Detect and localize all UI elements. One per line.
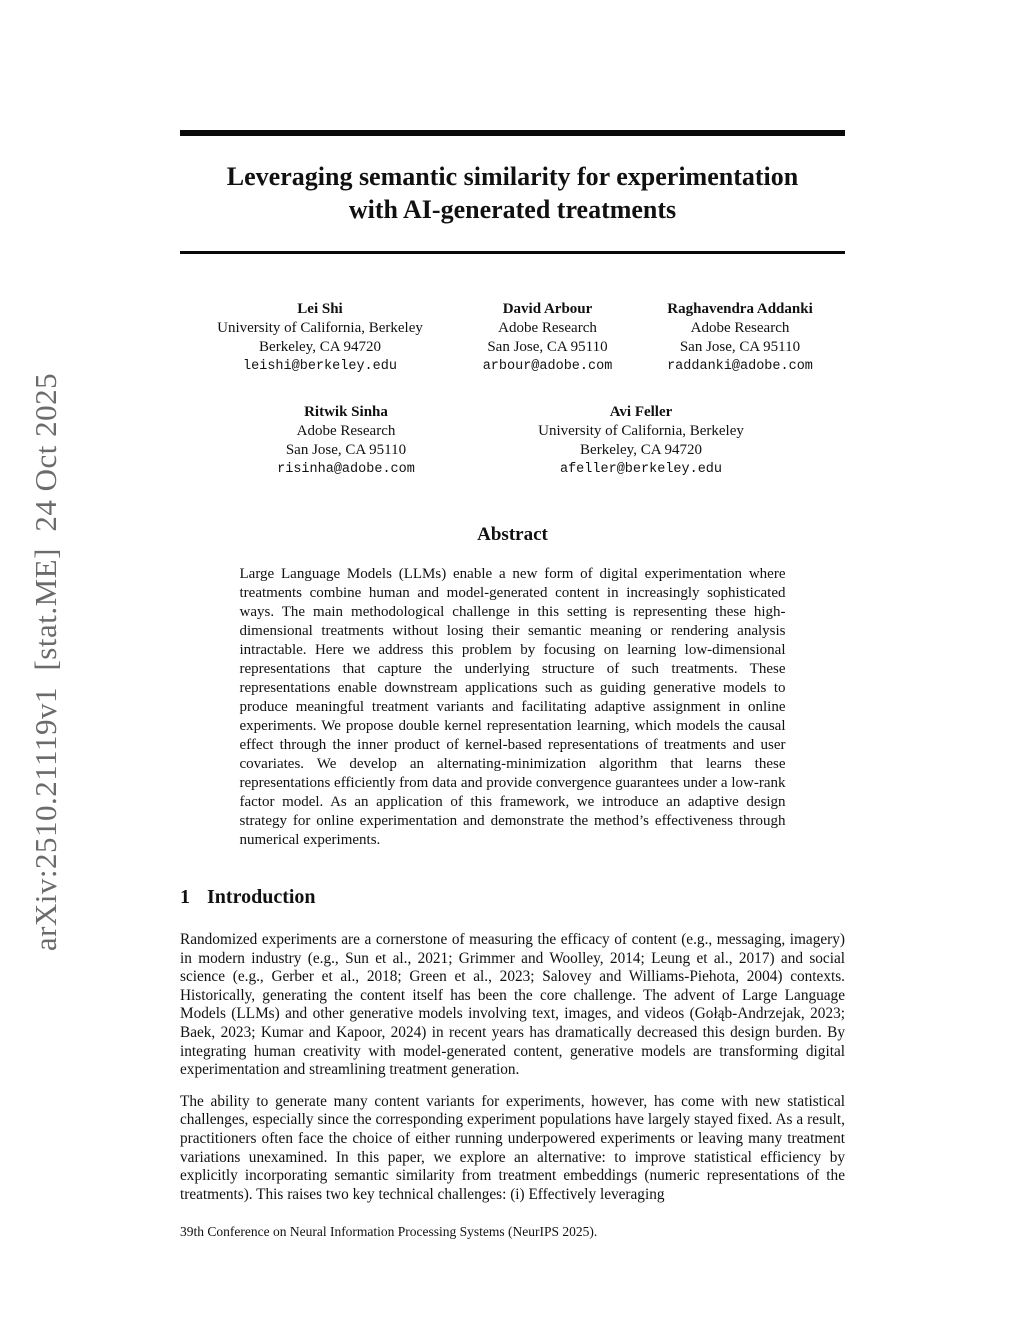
author-affiliation: Adobe Research [690, 320, 790, 336]
author-address: San Jose, CA 95110 [679, 339, 801, 355]
section-number: 1 [180, 886, 190, 908]
authors-row-2 [180, 403, 845, 479]
author-block-ritwik-sinha [180, 403, 512, 479]
paper-title [180, 160, 845, 226]
paper-title-line1: Leveraging semantic similarity for experimentation [226, 162, 799, 191]
author-email: risinha@adobe.com [277, 462, 415, 477]
abstract-text: Large Language Models (LLMs) enable a new form of digital experimentation where treatments combine human and model-generated content in increasingly sophisticated ways. The main methodological challenge in this setting is representing these high-dimensional treatments without losing their semantic meaning or rendering analysis intractable. Here we address this problem by focusing on learning low-dimensional representations that capture the underlying structure of such treatments. These representations enable downstream applications such as guiding generative models to produce meaningful treatment variants and facilitating adaptive assignment in online experiments. We propose double kernel representation learning, which models the causal effect through the inner product of kernel-based representations of treatments and user covariates. We develop an alternating-minimization algorithm that learns these representations efficiently from data and provide convergence guarantees under a low-rank factor model. As an application of this framework, we introduce an adaptive design strategy for online experimentation and demonstrate the method’s effectiveness through numerical experiments. [239, 566, 786, 848]
author-address: San Jose, CA 95110 [285, 442, 407, 458]
author-address: San Jose, CA 95110 [487, 339, 608, 355]
section-title: Introduction [207, 886, 316, 908]
author-block-david-arbour [460, 300, 635, 376]
author-address: Berkeley, CA 94720 [580, 442, 702, 458]
top-rule [180, 130, 845, 136]
authors-row-1 [180, 300, 845, 376]
intro-paragraph-1: Randomized experiments are a cornerstone of measuring the efficacy of content (e.g., messaging, imagery) in modern industry (e.g., Sun et al., 2021; Grimmer and Woolley, 2014; Leung et al., 2017) and social science (e.g., Gerber et al., 2018; Green et al., 2023; Salovey and Williams-Piehota, 2004) contexts. Historically, generating the content itself has been the core challenge. The advent of Large Language Models (LLMs) and other generative models involving text, images, and videos (Gołąb-Andrzejak, 2023; Baek, 2023; Kumar and Kapoor, 2024) in recent years has dramatically decreased this design burden. By integrating human creativity with model-generated content, generative models are transforming digital experimentation and streamlining treatment generation. [180, 931, 845, 1079]
author-email: afeller@berkeley.edu [559, 462, 723, 477]
author-address: Berkeley, CA 94720 [259, 339, 381, 355]
author-email: raddanki@adobe.com [667, 359, 813, 374]
abstract-heading: Abstract [477, 524, 548, 545]
author-affiliation: University of California, Berkeley [217, 320, 423, 336]
author-affiliation: University of California, Berkeley [538, 423, 744, 439]
title-rule [180, 251, 845, 254]
author-name: Ritwik Sinha [304, 404, 388, 420]
author-email: leishi@berkeley.edu [243, 359, 397, 374]
author-affiliation: Adobe Research [296, 423, 396, 439]
paper-title-line2: with AI-generated treatments [348, 195, 677, 224]
author-name: Lei Shi [297, 301, 343, 317]
arxiv-watermark: arXiv:2510.21119v1 [stat.ME] 24 Oct 2025 [28, 372, 63, 952]
author-name: Avi Feller [609, 404, 673, 420]
author-name: Raghavendra Addanki [667, 301, 813, 317]
conference-footnote: 39th Conference on Neural Information Processing Systems (NeurIPS 2025). [180, 1224, 598, 1240]
paper-content [180, 0, 845, 1240]
author-block-raghavendra-addanki [635, 300, 845, 376]
author-block-avi-feller [512, 403, 770, 479]
author-name: David Arbour [502, 301, 593, 317]
section-heading-introduction [180, 886, 845, 909]
author-affiliation: Adobe Research [498, 320, 597, 336]
author-block-lei-shi [180, 300, 460, 376]
author-email: arbour@adobe.com [482, 359, 613, 374]
intro-paragraph-2: The ability to generate many content variants for experiments, however, has come with new statistical challenges, especially since the corresponding experiment populations have largely stayed fixed. As a result, practitioners often face the choice of either running underpowered experiments or leaving many treatment variations unexamined. In this paper, we explore an alternative: to improve statistical efficiency by explicitly incorporating semantic similarity from treatment embeddings (numeric representations of the treatments). This raises two key technical challenges: (i) Effectively leveraging [180, 1092, 845, 1203]
